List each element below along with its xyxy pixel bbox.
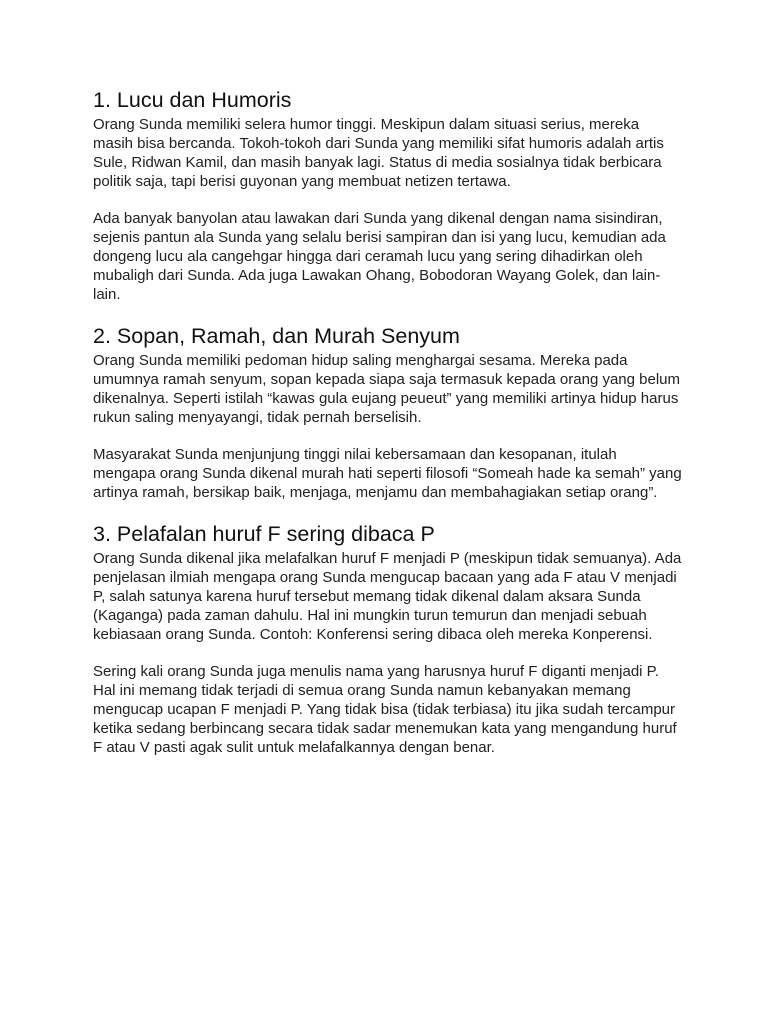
paragraph-spacer	[93, 427, 683, 445]
document-content	[93, 86, 683, 757]
section-title: 3. Pelafalan huruf F sering dibaca P	[93, 522, 435, 546]
paragraph: Orang Sunda dikenal jika melafalkan huruf F menjadi P (meskipun tidak semuanya). Ada penjelasan ilmiah mengapa orang Sunda mengucap bacaan yang ada F atau V menjadi P, salah satunya karena huruf tersebut memang tidak dikenal dalam aksara Sunda (Kaganga) pada zaman dahulu. Hal ini mungkin turun temurun dan menjadi sebuah kebiasaan orang Sunda. Contoh: Konferensi sering dibaca oleh mereka Konperensi.	[93, 550, 682, 643]
paragraph-spacer	[93, 191, 683, 209]
section-title: 2. Sopan, Ramah, dan Murah Senyum	[93, 324, 460, 348]
section-spacer	[93, 304, 683, 322]
paragraph: Sering kali orang Sunda juga menulis nama yang harusnya huruf F diganti menjadi P. Hal ini memang tidak terjadi di semua orang Sunda namun kebanyakan memang mengucap ucapan F menjadi P. Yang tidak bisa (tidak terbiasa) itu jika sudah tercampur ketika sedang berbincang secara tidak sadar menemukan kata yang mengandung huruf F atau V pasti agak sulit untuk melafalkannya dengan benar.	[93, 663, 677, 756]
paragraph: Masyarakat Sunda menjunjung tinggi nilai kebersamaan dan kesopanan, itulah mengapa orang Sunda dikenal murah hati seperti filosofi “Someah hade ka semah” yang artinya ramah, bersikap baik, menjaga, menjamu dan membahagiakan setiap orang”.	[93, 446, 682, 501]
section-spacer	[93, 502, 683, 520]
section-title: 1. Lucu dan Humoris	[93, 88, 292, 112]
paragraph-spacer	[93, 644, 683, 662]
paragraph: Orang Sunda memiliki selera humor tinggi. Meskipun dalam situasi serius, mereka masih bisa bercanda. Tokoh-tokoh dari Sunda yang memiliki sifat humoris adalah artis Sule, Ridwan Kamil, dan masih banyak lagi. Status di media sosialnya tidak berbicara politik saja, tapi berisi guyonan yang membuat netizen tertawa.	[93, 116, 664, 190]
paragraph: Ada banyak banyolan atau lawakan dari Sunda yang dikenal dengan nama sisindiran, sejenis pantun ala Sunda yang selalu berisi sampiran dan isi yang lucu, kemudian ada dongeng lucu ala cangehgar hingga dari ceramah lucu yang sering dihadirkan oleh mubaligh dari Sunda. Ada juga Lawakan Ohang, Bobodoran Wayang Golek, dan lain-lain.	[93, 210, 666, 303]
paragraph: Orang Sunda memiliki pedoman hidup saling menghargai sesama. Mereka pada umumnya ramah senyum, sopan kepada siapa saja termasuk kepada orang yang belum dikenalnya. Seperti istilah “kawas gula eujang peueut” yang memiliki artinya hidup harus rukun saling menyayangi, tidak pernah berselisih.	[93, 352, 681, 426]
